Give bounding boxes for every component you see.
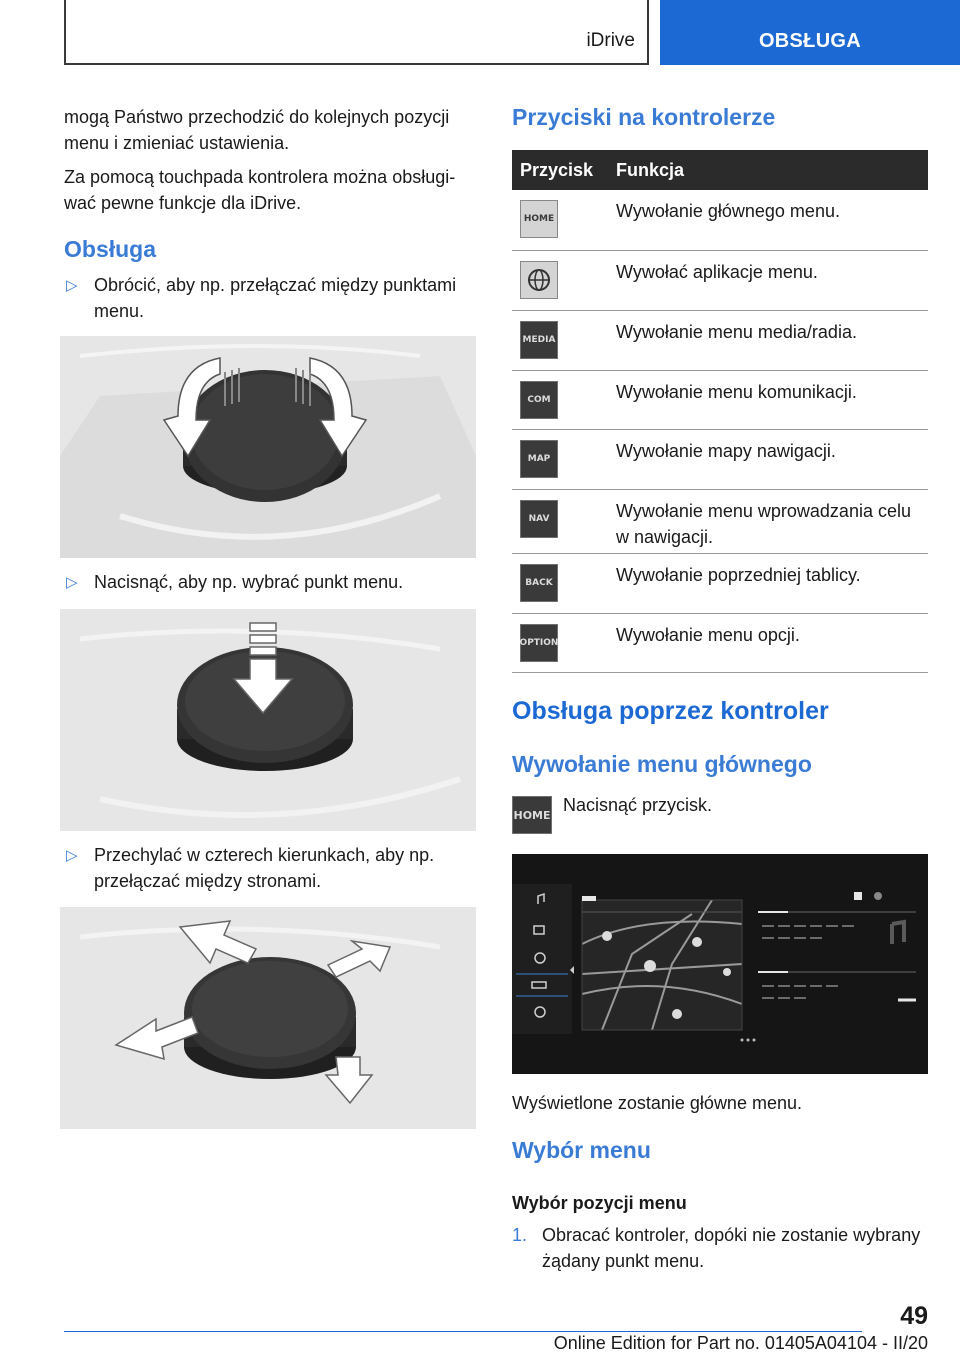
intro-paragraph-2: Za pomocą touchpada kontrolera można obsługiwać pewne funkcje dla iDrive.: [64, 167, 456, 213]
table-row: [512, 429, 928, 489]
triangle-bullet-icon: ▷: [66, 277, 78, 294]
table-row: [512, 370, 928, 429]
table-header-function: Funkcja: [608, 150, 928, 190]
screen-caption: Wyświetlone zostanie główne menu.: [512, 1093, 802, 1113]
home-key-icon: HOME: [512, 796, 552, 834]
table-header-row: [512, 150, 928, 190]
heading-obsluga: Obsługa: [64, 236, 157, 262]
controller-press-drawing: [60, 609, 476, 831]
heading-controller-operation: Obsługa poprzez kontroler: [512, 697, 829, 725]
table-row: [512, 310, 928, 370]
step-number: 1.: [512, 1225, 528, 1245]
header-chapter-tab: [660, 0, 960, 65]
bullet-tilt-text: Przechylać w czterech kierunkach, aby np. przełączać między stronami.: [94, 845, 435, 891]
option-key-icon: OPTION: [520, 624, 558, 662]
media-key-icon: MEDIA: [520, 321, 558, 359]
globe-icon: [520, 261, 558, 299]
table-cell-function: Wywołanie menu opcji.: [608, 613, 928, 672]
illustration-press: [60, 609, 476, 831]
footer-divider: [64, 1331, 862, 1332]
header-section-title: iDrive: [586, 30, 635, 51]
controller-buttons-table: [512, 150, 928, 673]
heading-main-menu: Wywołanie menu głównego: [512, 751, 812, 777]
edition-text: Online Edition for Part no. 01405A04104 - II/20: [553, 1333, 928, 1353]
table-row: [512, 250, 928, 310]
header-chapter-title: OBSŁUGA: [758, 30, 862, 52]
table-cell-function: Wywołanie menu media/radia.: [608, 310, 928, 370]
table-header-button: Przycisk: [512, 150, 608, 190]
bullet-press: [64, 569, 476, 595]
heading-controller-buttons: Przyciski na kontrolerze: [512, 104, 776, 130]
table-cell-function: Wywołanie mapy nawigacji.: [608, 429, 928, 489]
illustration-tilt: [60, 907, 476, 1129]
table-cell-function: Wywołanie poprzedniej tablicy.: [608, 553, 928, 613]
controller-tilt-drawing: [60, 907, 476, 1129]
step-text: Obracać kontroler, dopóki nie zostanie wybrany żądany punkt menu.: [542, 1225, 921, 1271]
main-menu-screenshot: [512, 854, 928, 1074]
triangle-bullet-icon: ▷: [66, 847, 78, 864]
bullet-press-text: Nacisnąć, aby np. wybrać punkt menu.: [94, 572, 404, 592]
heading-menu-selection: Wybór menu: [512, 1137, 651, 1163]
press-button-text: Nacisnąć przycisk.: [563, 795, 713, 815]
nav-key-icon: NAV: [520, 500, 558, 538]
bullet-tilt: [64, 842, 476, 894]
home-key-icon: HOME: [520, 200, 558, 238]
table-row: [512, 489, 928, 553]
table-row: [512, 613, 928, 672]
intro-paragraph-1: mogą Państwo przechodzić do kolejnych pozycji menu i zmieniać ustawienia.: [64, 107, 450, 153]
main-menu-screen-drawing: [512, 854, 928, 1074]
page-number: 49: [900, 1302, 928, 1330]
back-key-icon: BACK: [520, 564, 558, 602]
heading-select-item: Wybór pozycji menu: [512, 1193, 687, 1213]
step-list: [512, 1222, 928, 1274]
table-row: [512, 190, 928, 250]
table-row: [512, 553, 928, 613]
left-column: [64, 104, 476, 216]
map-key-icon: MAP: [520, 440, 558, 478]
header-section-box: [64, 0, 649, 65]
bullet-rotate: [64, 272, 476, 324]
illustration-rotate: [60, 336, 476, 558]
table-cell-function: Wywołanie głównego menu.: [608, 190, 928, 250]
table-cell-function: Wywołać aplikacje menu.: [608, 250, 928, 310]
table-cell-function: Wywołanie menu wprowadzania celu w nawigacji.: [608, 489, 928, 553]
triangle-bullet-icon: ▷: [66, 574, 78, 591]
controller-rotate-drawing: [60, 336, 476, 558]
bullet-rotate-text: Obrócić, aby np. przełączać między punktami menu.: [94, 275, 457, 321]
table-cell-function: Wywołanie menu komunikacji.: [608, 370, 928, 429]
com-key-icon: COM: [520, 381, 558, 419]
